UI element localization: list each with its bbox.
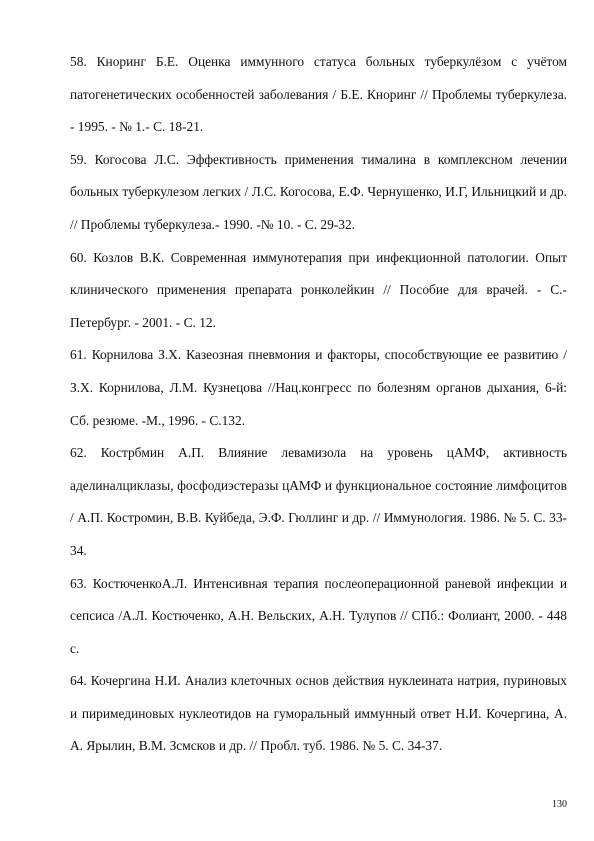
reference-item-64: 64. Кочергина Н.И. Анализ клеточных основ действия нуклеината натрия, пуриновых и пиримединовых нуклеотидов на гуморальный иммунный ответ Н.И. Кочергина, А. А. Ярылин, В.М. Зсмсков и др. // Пробл. туб. 1986. № 5. С. 34-37. xyxy=(70,673,567,754)
reference-item-59: 59. Когосова Л.С. Эффективность применения тималина в комплексном лечении больных туберкулезом легких / Л.С. Когосова, Е.Ф. Чернушенко, И.Г, Ильницкий и др. // Проблемы туберкулеза.- 1990. -№ 10. - С. 29-32. xyxy=(70,151,567,232)
reference-item-63: 63. КостюченкоА.Л. Интенсивная терапия послеоперационной раневой инфекции и сепсиса /А.Л. Костюченко, А.Н. Вельских, А.Н. Тулупов // СПб.: Фолиант, 2000. - 448 с. xyxy=(70,575,567,656)
reference-item-62: 62. Кострбмин А.П. Влияние левамизола на уровень цАМФ, активность аделиналциклазы, фосфодиэстеразы цАМФ и функциональное состояние лимфоцитов / А.П. Костромин, В.В. Куйбеда, Э.Ф. Гюллинг и др. // Иммунология. 1986. № 5. С. 33-34. xyxy=(70,445,567,558)
reference-item-58: 58. Кноринг Б.Е. Оценка иммунного статуса больных туберкулёзом с учётом патогенетических особенностей заболевания / Б.Е. Кноринг // Проблемы туберкулеза. - 1995. - № 1.- С. 18-21. xyxy=(70,54,567,135)
reference-list xyxy=(70,46,567,763)
reference-item-60: 60. Козлов В.К. Современная иммунотерапия при инфекционной патологии. Опыт клинического применения препарата ронколейкин // Пособие для врачей. - С.-Петербург. - 2001. - С. 12. xyxy=(70,249,567,330)
page-number: 130 xyxy=(552,799,567,810)
reference-item-61: 61. Корнилова З.Х. Казеозная пневмония и факторы, способствующие ее развитию / З.Х. Корнилова, Л.М. Кузнецова //Нац.конгресс по болезням органов дыхания, 6-й: Сб. резюме. -М., 1996. - С.132. xyxy=(70,347,567,428)
